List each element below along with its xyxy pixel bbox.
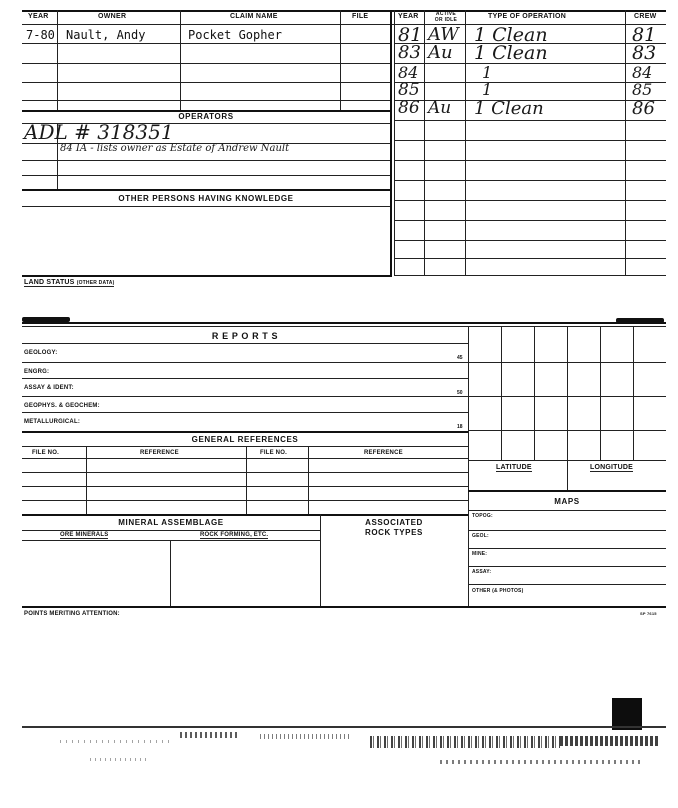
report-metallurgical: METALLURGICAL:: [24, 419, 81, 425]
maps-row-1: [468, 530, 666, 531]
reports-row-1: [22, 362, 468, 363]
right-row-9: [394, 200, 666, 201]
longitude-label: LONGITUDE: [590, 464, 634, 471]
form-number: SP 7615: [640, 611, 657, 616]
activity-year: 85: [398, 80, 420, 100]
gr-row-2: [22, 472, 468, 473]
header-rule: [22, 24, 666, 25]
activity-operation: 1: [482, 63, 493, 82]
mineral-sub-rule: [22, 540, 320, 541]
claim-name: Pocket Gopher: [188, 28, 282, 42]
scan-noise-6: [90, 758, 150, 761]
scan-noise-5: [60, 740, 170, 743]
land-status-label: [24, 279, 114, 287]
activity-crew: 86: [632, 98, 655, 119]
rock-forming-label: ROCK FORMING, ETC.: [200, 532, 269, 538]
header-file: FILE: [352, 13, 369, 20]
gr-row-3: [22, 486, 468, 487]
header-crew: CREW: [634, 13, 657, 20]
reports-row-4: [22, 412, 468, 413]
activity-status: Au: [428, 98, 452, 118]
col-line-owner: [180, 10, 181, 110]
activity-operation: 1: [482, 80, 493, 99]
right-row-12: [394, 258, 666, 259]
bottom-top-border-2: [22, 326, 666, 327]
grid-col-5: [633, 326, 634, 460]
activity-operation: 1 Clean: [474, 24, 548, 46]
grid-row-1: [468, 362, 666, 363]
claim-year: 7-80: [26, 28, 55, 42]
scan-noise-7: [440, 760, 640, 764]
maps-row-3: [468, 566, 666, 567]
grid-col-4: [600, 326, 601, 460]
land-status-text: LAND STATUS: [24, 279, 75, 286]
activity-year: 83: [398, 42, 421, 63]
right-row-7: [394, 160, 666, 161]
general-references-title: GENERAL REFERENCES: [191, 435, 299, 444]
grid-row-2: [468, 396, 666, 397]
header-year-activity: YEAR: [398, 13, 419, 20]
gr-col-1: [86, 446, 87, 515]
reports-row-2: [22, 378, 468, 379]
report-assay: ASSAY & IDENT:: [24, 385, 74, 391]
maps-title: MAPS: [554, 497, 580, 506]
mineral-col: [170, 540, 171, 606]
report-metallurgical-num: 18: [457, 424, 463, 430]
latlong-divider: [567, 460, 568, 490]
top-bottom-border: [22, 275, 392, 277]
activity-crew: 84: [632, 63, 653, 82]
top-border: [22, 10, 666, 12]
map-other: OTHER (& PHOTOS): [472, 588, 524, 594]
scan-noise-1: [180, 732, 240, 738]
col-line-claim: [340, 10, 341, 110]
report-geophys: GEOPHYS. & GEOCHEM:: [24, 403, 100, 409]
maps-row-4: [468, 584, 666, 585]
report-assay-num: 50: [457, 390, 463, 396]
other-persons-rule: [22, 189, 390, 191]
maps-under-rule: [468, 510, 666, 511]
associated-line-2: ROCK TYPES: [364, 528, 423, 537]
col-line-operation: [625, 10, 626, 276]
header-owner: OWNER: [98, 13, 127, 20]
ore-minerals-label: ORE MINERALS: [60, 532, 109, 538]
reports-row-3: [22, 396, 468, 397]
claim-owner: Nault, Andy: [66, 28, 146, 42]
activity-operation: 1 Clean: [474, 42, 548, 64]
operators-row-2: [22, 160, 390, 161]
right-row-11: [394, 240, 666, 241]
activity-status: Au: [428, 42, 453, 63]
operator-entry-2: 84 IA - lists owner as Estate of Andrew Nault: [60, 143, 290, 154]
gr-reference-2: REFERENCE: [364, 450, 403, 456]
other-persons-title: OTHER PERSONS HAVING KNOWLEDGE: [118, 194, 294, 203]
header-active-label: ACTIVE: [435, 11, 457, 17]
points-meriting-attention: POINTS MERITING ATTENTION:: [24, 611, 120, 617]
right-row-3: [394, 82, 666, 83]
latitude-label: LATITUDE: [496, 464, 532, 471]
activity-crew: 81: [632, 24, 657, 46]
map-geol: GEOL:: [472, 533, 489, 539]
map-topog: TOPOG:: [472, 513, 493, 519]
reports-rule: [22, 343, 468, 344]
divider-left-right: [390, 10, 392, 276]
grid-row-3: [468, 430, 666, 431]
reports-title: R E P O R T S: [211, 331, 279, 341]
activity-operation: 1 Clean: [474, 98, 544, 119]
gr-file-no: FILE NO.: [32, 450, 59, 456]
other-persons-under-rule: [22, 206, 390, 207]
gr-row-4: [22, 500, 468, 501]
report-geology-num: 45: [457, 355, 463, 361]
associated-line-1: ASSOCIATED: [365, 518, 423, 527]
maps-row-2: [468, 548, 666, 549]
scan-noise-3: [370, 736, 560, 748]
activity-year: 84: [398, 63, 419, 82]
right-row-8: [394, 180, 666, 181]
operator-entry-1: ADL # 318351: [24, 120, 174, 144]
right-row-10: [394, 220, 666, 221]
row-line-1: [22, 43, 390, 44]
scan-edge-line: [22, 726, 666, 728]
operators-row-3: [22, 175, 390, 176]
scan-noise-4: [560, 736, 660, 746]
activity-status: AW: [428, 24, 459, 45]
report-engrg: ENGRG:: [24, 369, 50, 375]
map-assay: ASSAY:: [472, 569, 492, 575]
gr-col-2: [246, 446, 247, 515]
report-geology: GEOLOGY:: [24, 350, 58, 356]
bottom-top-border: [22, 322, 666, 324]
header-claim-name: CLAIM NAME: [230, 13, 278, 20]
mineral-assemblage-title: MINERAL ASSEMBLAGE: [118, 518, 224, 527]
gr-reference: REFERENCE: [140, 450, 179, 456]
divider-left-right-2: [394, 10, 395, 276]
row-line-4: [22, 100, 390, 101]
mineral-header-rule: [22, 530, 320, 531]
grid-col-3: [567, 326, 568, 460]
bottom-bottom-border: [22, 606, 666, 608]
right-row-5: [394, 120, 666, 121]
gr-col-3: [308, 446, 309, 515]
right-row-6: [394, 140, 666, 141]
activity-crew: 85: [632, 80, 653, 99]
gr-file-no-2: FILE NO.: [260, 450, 287, 456]
maps-rule: [468, 490, 666, 492]
map-mine: MINE:: [472, 551, 488, 557]
grid-col-2: [534, 326, 535, 460]
col-line-year2: [424, 10, 425, 276]
activity-crew: 83: [632, 42, 657, 64]
land-status-sub: (OTHER DATA): [76, 280, 115, 286]
activity-year: 86: [398, 98, 420, 118]
row-line-3: [22, 82, 390, 83]
scan-noise-2: [260, 734, 350, 739]
operators-title: OPERATORS: [178, 112, 234, 121]
right-row-13: [394, 275, 666, 276]
grid-col-1: [501, 326, 502, 460]
header-active-or-idle: [428, 11, 464, 23]
general-references-rule: [22, 431, 468, 433]
mineral-rule: [22, 514, 468, 516]
right-grid-border: [468, 326, 469, 606]
row-line-2: [22, 63, 390, 64]
header-type-of-operation: TYPE OF OPERATION: [488, 13, 567, 20]
header-year: YEAR: [28, 13, 49, 20]
associated-rock-types: [320, 518, 468, 538]
gr-header-rule: [22, 446, 468, 447]
col-line-year: [57, 10, 58, 110]
gr-row-1: [22, 458, 468, 459]
col-line-active: [465, 10, 466, 276]
header-idle-label: OR IDLE: [434, 17, 458, 23]
activity-year: 81: [398, 24, 423, 46]
